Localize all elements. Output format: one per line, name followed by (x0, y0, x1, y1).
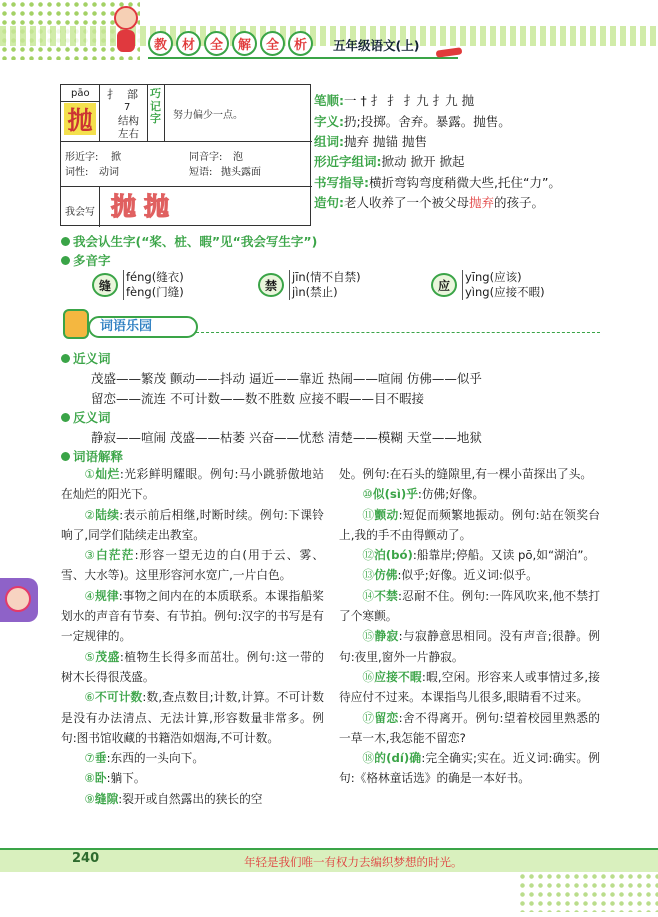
jinyici-line: 留恋——流连 不可计数——数不胜数 应接不暇——目不暇接 (91, 391, 424, 406)
structure-value: 左右 (118, 128, 139, 140)
zuci-label: 组词: (314, 134, 344, 149)
zaoju-after: 的孩子。 (494, 195, 545, 210)
zaoju-row (314, 195, 544, 211)
explanation-item: ⑬仿佛:似乎;好像。近义词:似乎。 (362, 568, 538, 583)
explanation-item: ⑯应接不暇:暇,空闲。形容来人或事情过多,接待应付不过来。本课指鸟儿很多,眼睛看不过来。 (339, 669, 600, 705)
zaoju-before: 老人收养了一个被父母 (344, 195, 470, 210)
polyphone-char-badge: 禁 (258, 273, 284, 297)
explanation-item: ①灿烂:光彩鲜明耀眼。例句:马小跳骄傲地站在灿烂的阳光下。 (61, 467, 324, 502)
xingjin-zuci-value: 掀动 掀开 掀起 (381, 154, 465, 169)
qiaoji-label: 巧记字 (150, 87, 161, 125)
explanation-item: ③白茫茫:形容一望无边的白(用于云、雾、雪、大水等)。这里形容河水宽广,一片白色。 (61, 548, 324, 583)
explanation-item: ⑮静寂:与寂静意思相同。没有声音;很静。例句:夜里,窗外一片静寂。 (339, 629, 600, 664)
section-jieshi: 词语解释 (61, 447, 123, 465)
ziyi-value: 扔;投掷。舍弃。暴露。抛售。 (344, 114, 511, 129)
xingjin-zuci-label: 形近字组词: (314, 154, 382, 169)
shuxie-label: 书写指导: (314, 175, 369, 190)
shuxie-row (314, 175, 561, 191)
explanation-item: ⑥不可计数:数,查点数目;计数,计算。不可计数是没有办法清点、无法计算,形容数量非常多。例句:图书馆收藏的书籍浩如烟海,不可计数。 (61, 690, 324, 745)
shuxie-value: 横折弯钩弯度稍微大些,托住“力”。 (369, 175, 561, 190)
explanation-item: ⑦垂:东西的一头向下。 (84, 751, 205, 766)
zuci-value: 抛弃 抛锚 抛售 (344, 134, 427, 149)
section-divider (196, 332, 600, 333)
title-char: 析 (288, 31, 313, 56)
explanation-item: ⑨缝隙:裂开或自然露出的狭长的空 (84, 791, 263, 806)
footer-motto: 年轻是我们唯一有权力去编织梦想的时光。 (244, 855, 463, 869)
polyphone-reading: yīng(应该) (465, 270, 522, 284)
page-number: 240 (72, 851, 100, 866)
cixing-label: 词性: (65, 167, 89, 178)
xingjinzi-value: 掀 (111, 152, 121, 163)
polyphone-reading: jìn(禁止) (292, 285, 338, 299)
section-renshi: 我会认生字(“桨、桩、暇”见“我会写生字”) (61, 232, 317, 250)
title-char: 解 (232, 31, 257, 56)
polyphone-char-badge: 应 (431, 273, 457, 297)
title-char: 全 (204, 31, 229, 56)
tongyinzi-value: 泡 (233, 152, 243, 163)
header-stripe-band (0, 26, 658, 46)
main-character: 抛 (64, 103, 96, 135)
jinyici-line: 茂盛——繁茂 颤动——抖动 逼近——靠近 热闹——喧闹 仿佛——似乎 (91, 371, 482, 386)
footer-dot-pattern (518, 872, 658, 912)
title-char: 全 (260, 31, 285, 56)
duanyu-label: 短语: (189, 167, 213, 178)
explanation-item: ②陆续:表示前后相继,时断时续。例句:下课铃响了,同学们陆续走出教室。 (61, 507, 324, 542)
explanation-item: ⑫泊(bó):船靠岸;停船。又读 pō,如“湖泊”。 (362, 548, 596, 563)
bishun-value: 一 † 扌 扌 扌九 扌九 抛 (344, 93, 475, 108)
header-underline (148, 57, 458, 59)
section-fanyici: 反义词 (61, 408, 111, 426)
book-subtitle: 五年级语文(上) (333, 38, 420, 53)
title-char: 材 (176, 31, 201, 56)
xingjin-zuci-row (314, 154, 464, 170)
explanation-item: ⑤茂盛:植物生长得多而茁壮。例句:这一带的树木长得很茂盛。 (61, 649, 324, 684)
explanation-item: ⑪颤动:短促而频繁地振动。例句:站在领奖台上,我的手不由得颤动了。 (339, 507, 600, 542)
radical: 扌 (107, 88, 118, 101)
cartoon-girl-icon (108, 6, 144, 54)
section-jinyici: 近义词 (61, 349, 111, 367)
ziyi-label: 字义: (314, 114, 344, 129)
explanation-item: ⑧卧:躺下。 (84, 771, 146, 786)
polyphone-char-badge: 缝 (92, 273, 118, 297)
polyphone-reading: féng(缝衣) (126, 270, 184, 284)
zaoju-highlight: 抛弃 (469, 195, 495, 210)
polyphone-item (258, 270, 361, 300)
polyphone-reading: fèng(门缝) (126, 285, 184, 299)
xingjinzi-label: 形近字: (65, 152, 99, 163)
structure-label: 结构 (118, 115, 139, 127)
polyphone-reading: yìng(应接不暇) (465, 285, 545, 299)
cixing-value: 动词 (99, 167, 119, 178)
zuci-row (314, 134, 427, 150)
polyphone-item (431, 270, 545, 300)
tongyinzi-label: 同音字: (189, 152, 223, 163)
page-header (0, 0, 658, 62)
stroke-count: 7 (124, 102, 131, 113)
side-mascot-icon (0, 578, 38, 622)
explanations-left-column (61, 464, 324, 809)
explanation-continuation: 处。例句:在石头的缝隙里,有一棵小苗探出了头。 (339, 467, 593, 481)
explanation-item: ⑩似(sì)乎:仿佛;好像。 (362, 487, 485, 502)
ziyi-row (314, 114, 511, 130)
qiaoji-text: 努力偏少一点。 (173, 110, 243, 121)
bishun-row (314, 93, 474, 109)
radical-label: 部 (127, 88, 138, 101)
explanation-item: ⑰留恋:舍不得离开。例句:望着校园里熟悉的一草一木,我怎能不留恋? (339, 710, 600, 745)
section-ciyu-title: 词语乐园 (88, 316, 198, 338)
title-char: 教 (148, 31, 173, 56)
explanations-right-column (339, 464, 600, 789)
bishun-label: 笔顺: (314, 93, 344, 108)
polyphone-reading: jīn(情不自禁) (292, 270, 361, 284)
explanation-item: ④规律:事物之间内在的本质联系。本课指船桨划水的声音有节奏、有节拍。例句:汉字的书写是有一定规律的。 (61, 588, 324, 644)
duanyu-value: 抛头露面 (221, 167, 261, 178)
fanyici-line: 静寂——喧闹 茂盛——枯萎 兴奋——忧愁 清楚——模糊 天堂——地狱 (91, 430, 482, 445)
section-duoyinzi: 多音字 (61, 251, 111, 269)
character-card (60, 84, 311, 226)
book-title (148, 31, 313, 56)
wohuixie-label: 我会写 (65, 207, 95, 218)
polyphone-item (92, 270, 184, 300)
mascot-icon (63, 309, 89, 339)
explanation-item: ⑭不禁:忍耐不住。例句:一阵风吹来,他不禁打了个寒颤。 (339, 588, 600, 624)
pinyin-label: pāo (71, 88, 90, 99)
zaoju-label: 造句: (314, 195, 344, 210)
tracing-characters: 抛抛 (111, 192, 178, 221)
explanation-item: ⑱的(dí)确:完全确实;实在。近义词:确实。例句:《格林童话选》的确是一本好书。 (339, 751, 600, 786)
